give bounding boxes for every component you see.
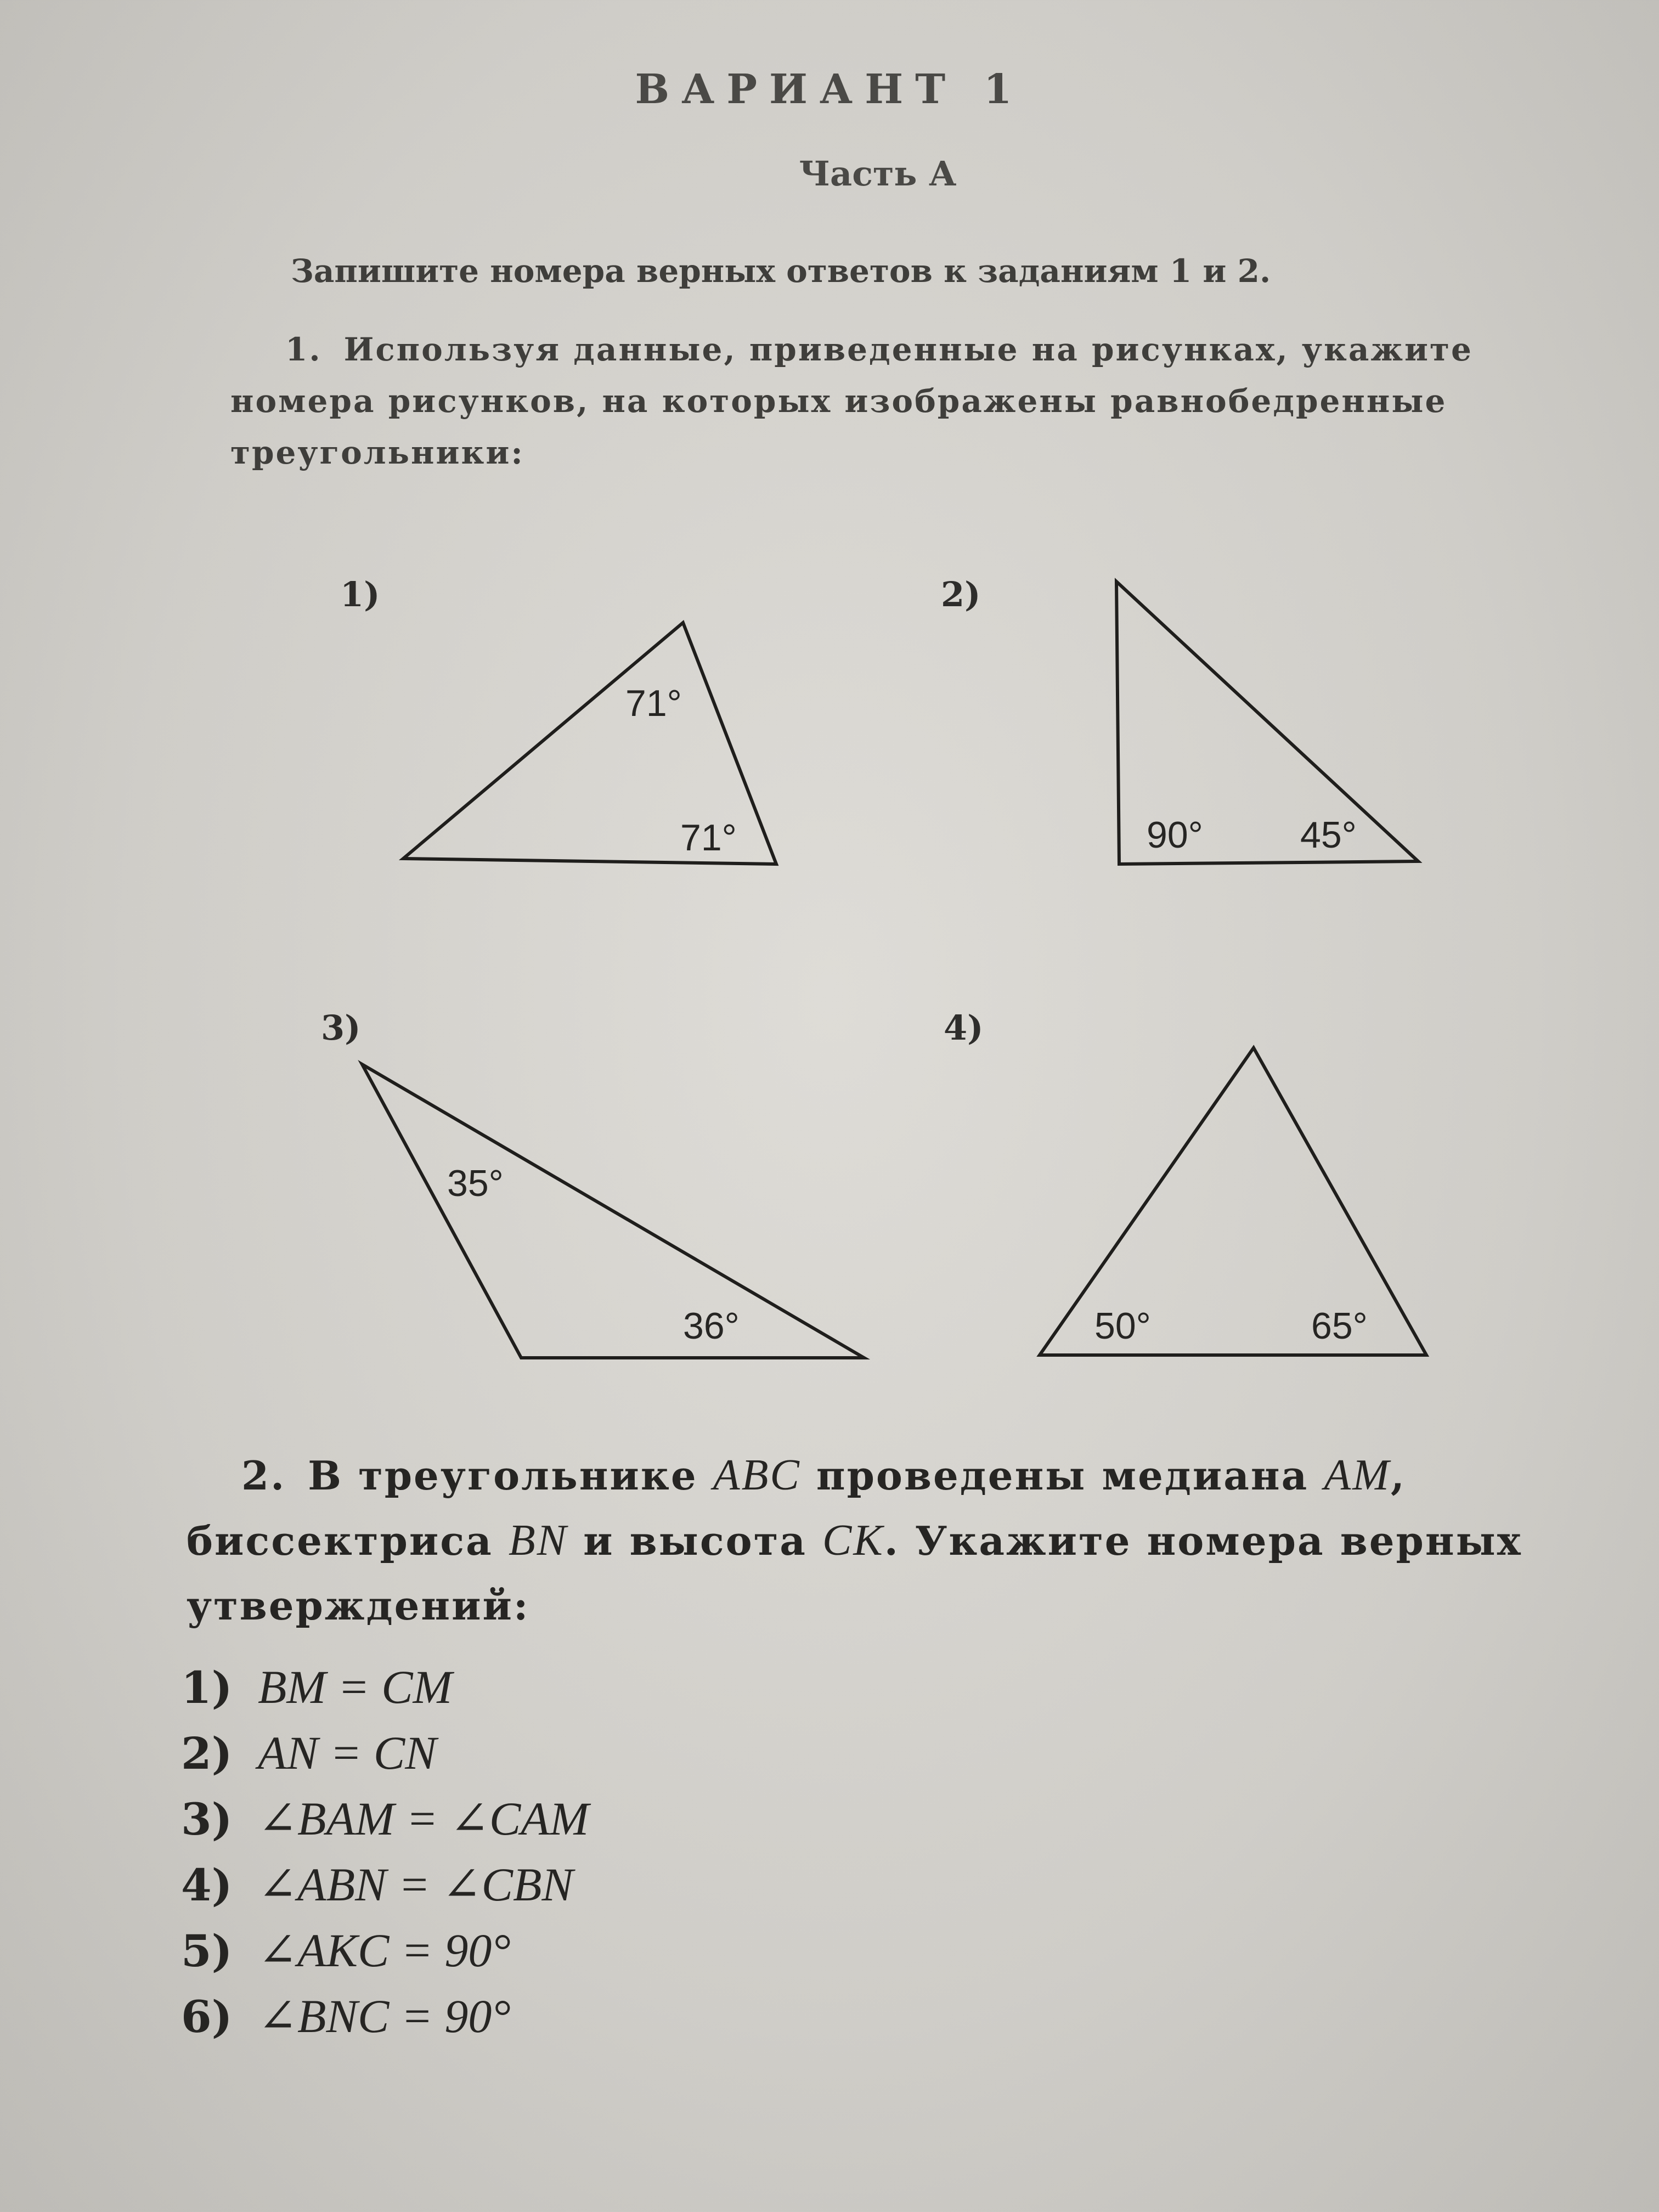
option-expression: AN = CN: [258, 1726, 437, 1779]
var-ck: CK: [822, 1516, 884, 1565]
var-bn: BN: [508, 1516, 568, 1565]
answer-option-3: [181, 1791, 589, 1846]
answer-option-6: [181, 1989, 511, 2044]
option-number: 6): [181, 1991, 233, 2042]
option-number: 3): [181, 1793, 233, 1845]
answer-option-1: [181, 1660, 452, 1714]
angle-label-2b: 45°: [1300, 814, 1357, 856]
figure-label-4: 4): [944, 1008, 984, 1048]
task1-body: Используя данные, приведенные на рисунках, укажите номера рисунков, на которых изображены равнобедренные треугольники:: [230, 331, 1473, 471]
angle-label-4a: 50°: [1094, 1305, 1151, 1347]
option-number: 1): [181, 1662, 233, 1713]
option-expression: ∠BNC = 90°: [258, 1990, 511, 2042]
figure-label-1: 1): [340, 574, 380, 614]
part-subtitle: Часть А: [799, 154, 957, 194]
task2-text-e: . Укажите номера верных утверждений:: [187, 1517, 1522, 1629]
instruction-text: Запишите номера верных ответов к заданиям 1 и 2.: [291, 252, 1271, 290]
task2-text-b: проведены медиана: [816, 1452, 1309, 1499]
angle-label-1b: 71°: [680, 817, 737, 859]
angle-label-2a: 90°: [1147, 814, 1203, 856]
option-expression: ∠AKC = 90°: [258, 1924, 511, 1977]
variant-title: ВАРИАНТ 1: [635, 66, 1024, 113]
option-number: 5): [181, 1925, 233, 1977]
option-number: 4): [181, 1859, 233, 1911]
triangle-3: [362, 1064, 864, 1358]
angle-label-3a: 35°: [447, 1163, 504, 1204]
task2-text: [187, 1443, 1569, 1638]
answer-option-2: [181, 1725, 437, 1780]
task2-number: 2.: [241, 1452, 286, 1499]
task2-text-c: , биссектриса: [187, 1452, 1406, 1564]
angle-label-3b: 36°: [683, 1305, 740, 1347]
var-abc: ABC: [713, 1451, 801, 1499]
task2-text-a: В треугольнике: [308, 1452, 698, 1499]
answer-option-5: [181, 1923, 511, 1978]
angle-label-4b: 65°: [1311, 1305, 1368, 1347]
option-expression: ∠ABN = ∠CBN: [258, 1858, 573, 1911]
figure-label-2: 2): [941, 574, 981, 614]
answer-option-4: [181, 1857, 573, 1912]
option-number: 2): [181, 1728, 233, 1779]
figure-label-3: 3): [321, 1008, 361, 1048]
task1-number: 1.: [285, 331, 322, 368]
task2-text-d: и высота: [583, 1517, 807, 1564]
option-expression: ∠BAM = ∠CAM: [258, 1792, 589, 1845]
var-am: AM: [1324, 1451, 1391, 1499]
angle-label-1a: 71°: [625, 682, 682, 724]
option-expression: BM = CM: [258, 1661, 453, 1713]
